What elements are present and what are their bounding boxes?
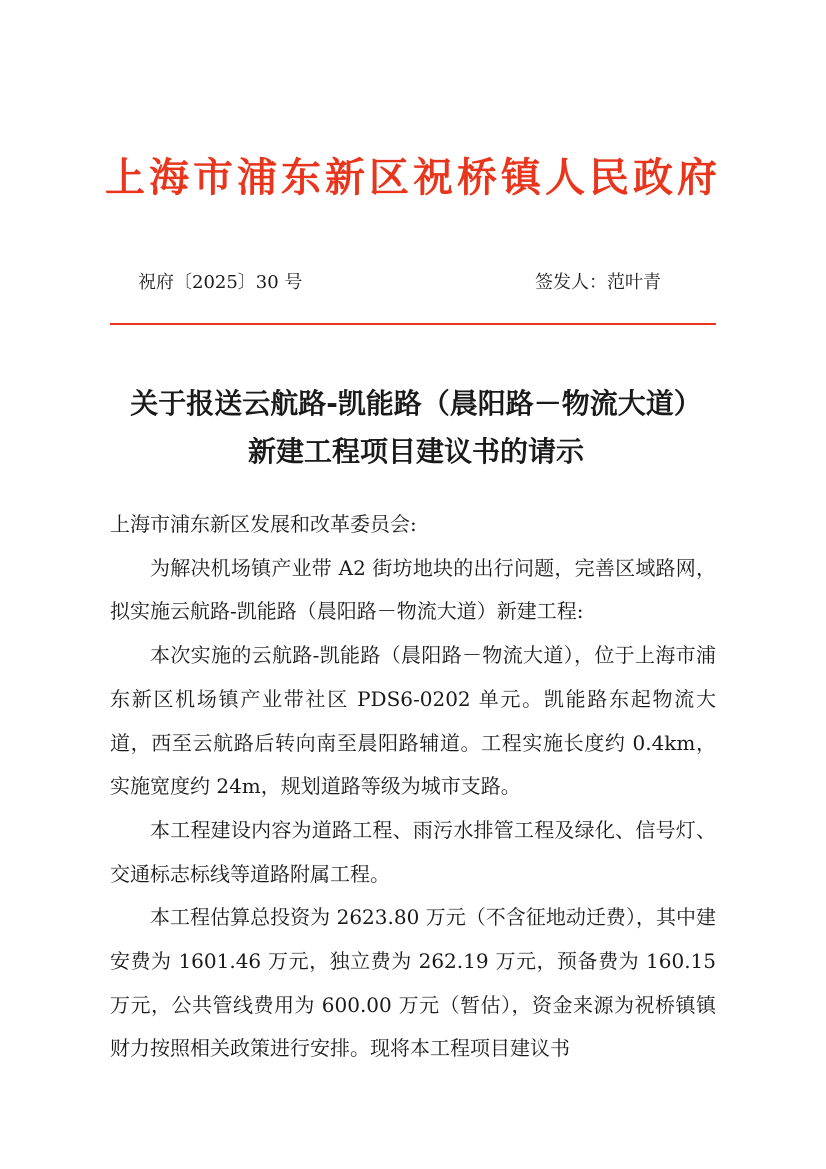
- salutation: 上海市浦东新区发展和改革委员会:: [110, 512, 417, 536]
- red-divider-line: [110, 323, 716, 325]
- issuer-masthead: 上海市浦东新区祝桥镇人民政府: [105, 155, 721, 201]
- title-line-1: 关于报送云航路-凯能路（晨阳路－物流大道）: [130, 387, 702, 420]
- paragraph: 为解决机场镇产业带 A2 街坊地块的出行问题，完善区域路网，拟实施云航路-凯能路（晨阳路－物流大道）新建工程:: [110, 555, 716, 624]
- paragraph: 本工程估算总投资为 2623.80 万元（不含征地动迁费），其中建安费为 1601.46 万元，独立费为 262.19 万元，预备费为 160.15 万元，公共管线费用为 600.00 万元（暂估），资金来源为祝桥镇镇财力按照相关政策进行安排。现将本工程项目建议书: [110, 905, 716, 1061]
- title-line-2: 新建工程项目建议书的请示: [247, 435, 584, 468]
- document-title: [106, 380, 726, 476]
- signer: 签发人：范叶青: [535, 272, 661, 293]
- paragraph: 本工程建设内容为道路工程、雨污水排管工程及绿化、信号灯、交通标志标线等道路附属工程。: [110, 817, 716, 886]
- document-body: [110, 503, 716, 1071]
- paragraph: 本次实施的云航路-凯能路（晨阳路－物流大道），位于上海市浦东新区机场镇产业带社区 PDS6-0202 单元。凯能路东起物流大道，西至云航路后转向南至晨阳路辅道。工程实施长度约 0.4km，实施宽度约 24m，规划道路等级为城市支路。: [110, 643, 716, 799]
- document-number: 祝府〔2025〕30 号: [138, 272, 303, 293]
